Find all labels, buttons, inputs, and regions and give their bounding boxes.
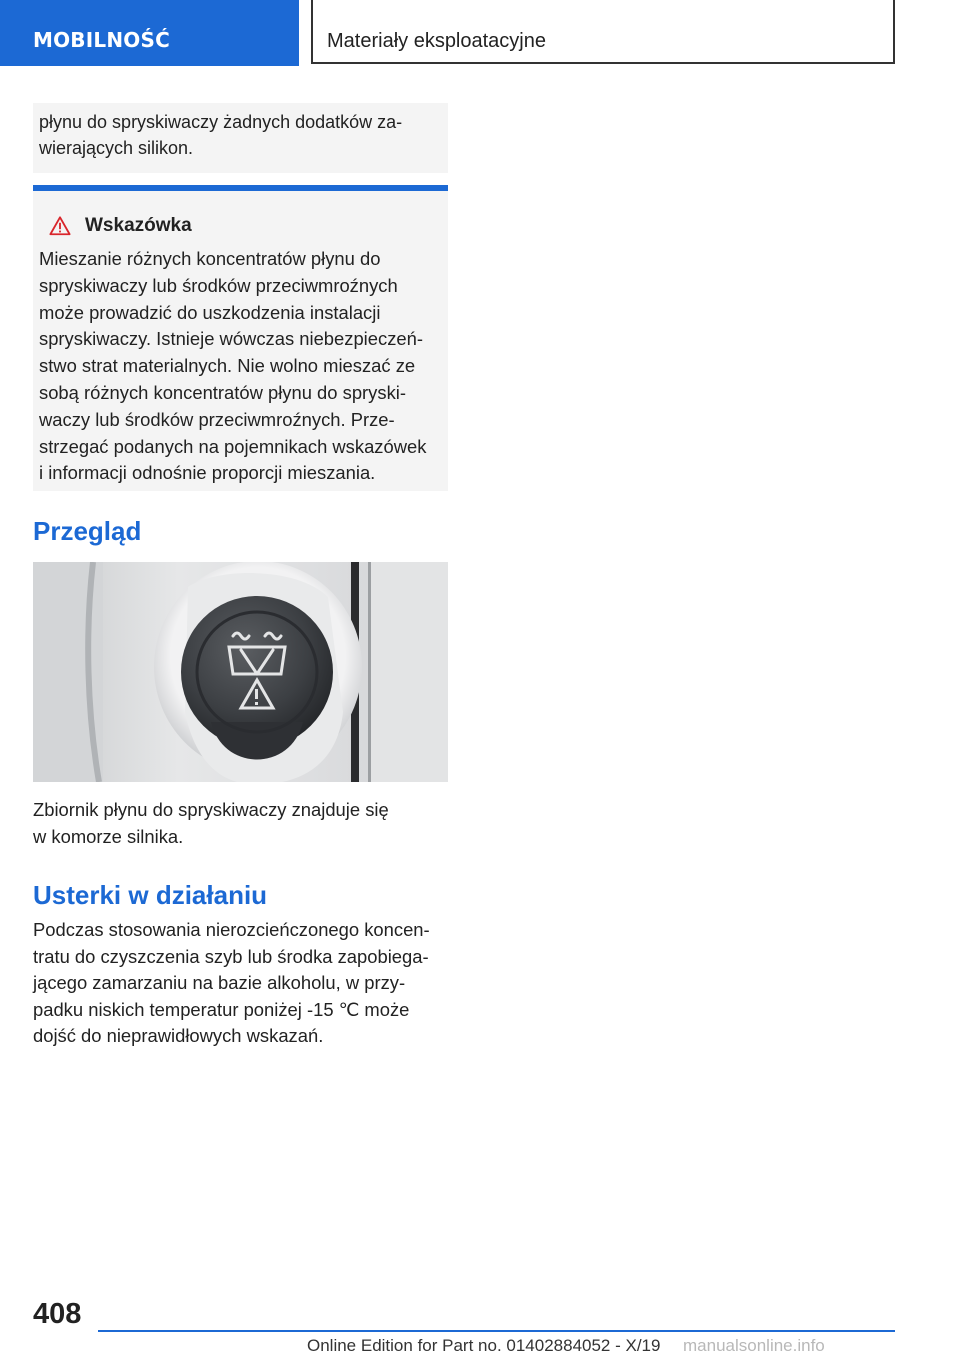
footer-watermark: manualsonline.info [683, 1336, 825, 1355]
footer-divider [98, 1330, 895, 1332]
caption-line: Zbiornik płynu do spryskiwaczy znajduje się [33, 799, 389, 820]
warning-line: sobą różnych koncentratów płynu do spryski- [39, 381, 406, 403]
warning-title: Wskazówka [85, 215, 192, 236]
caption-line: w komorze silnika. [33, 825, 184, 847]
faults-line: padku niskich temperatur poniżej -15 ℃ może [33, 998, 410, 1020]
header-section-tab: MOBILNOŚĆ [0, 0, 299, 66]
warning-line: stwo strat materialnych. Nie wolno mieszać ze [39, 355, 416, 377]
warning-box [33, 185, 448, 491]
section-heading-faults: Usterki w działaniu [33, 880, 268, 910]
note-line: wierających silikon. [39, 138, 194, 158]
warning-triangle-icon [49, 215, 71, 237]
note-line: płynu do spryskiwaczy żadnych dodatków za- [39, 112, 403, 132]
warning-line: waczy lub środków przeciwmroźnych. Prze- [39, 408, 395, 430]
warning-line: strzegać podanych na pojemnikach wskazówek [39, 435, 427, 457]
page-number: 408 [33, 1298, 82, 1330]
faults-line: jącego zamarzaniu na bazie alkoholu, w przy- [33, 972, 406, 993]
overview-caption [33, 797, 453, 850]
warning-body [39, 246, 440, 487]
warning-line: Mieszanie różnych koncentratów płynu do [39, 248, 381, 269]
section-heading-overview: Przegląd [33, 516, 142, 546]
faults-line: tratu do czyszczenia szyb lub środka zapobiega- [33, 945, 429, 967]
washer-fluid-reservoir-photo [33, 562, 448, 782]
continued-note-box [33, 103, 448, 173]
warning-line: spryskiwaczy. Istnieje wówczas niebezpieczeń- [39, 328, 423, 350]
footer-edition-text: Online Edition for Part no. 01402884052 - X/19 [307, 1336, 661, 1355]
warning-line: może prowadzić do uszkodzenia instalacji [39, 301, 381, 323]
warning-line: spryskiwaczy lub środków przeciwmroźnych [39, 274, 398, 296]
faults-line: Podczas stosowania nierozcieńczonego koncen- [33, 919, 430, 940]
warning-line: i informacji odnośnie proporcji mieszania. [39, 462, 376, 484]
header-chapter-title: Materiały eksploatacyjne [311, 0, 895, 64]
faults-paragraph [33, 917, 453, 1050]
faults-line: dojść do nieprawidłowych wskazań. [33, 1025, 324, 1046]
warning-header [49, 211, 440, 241]
